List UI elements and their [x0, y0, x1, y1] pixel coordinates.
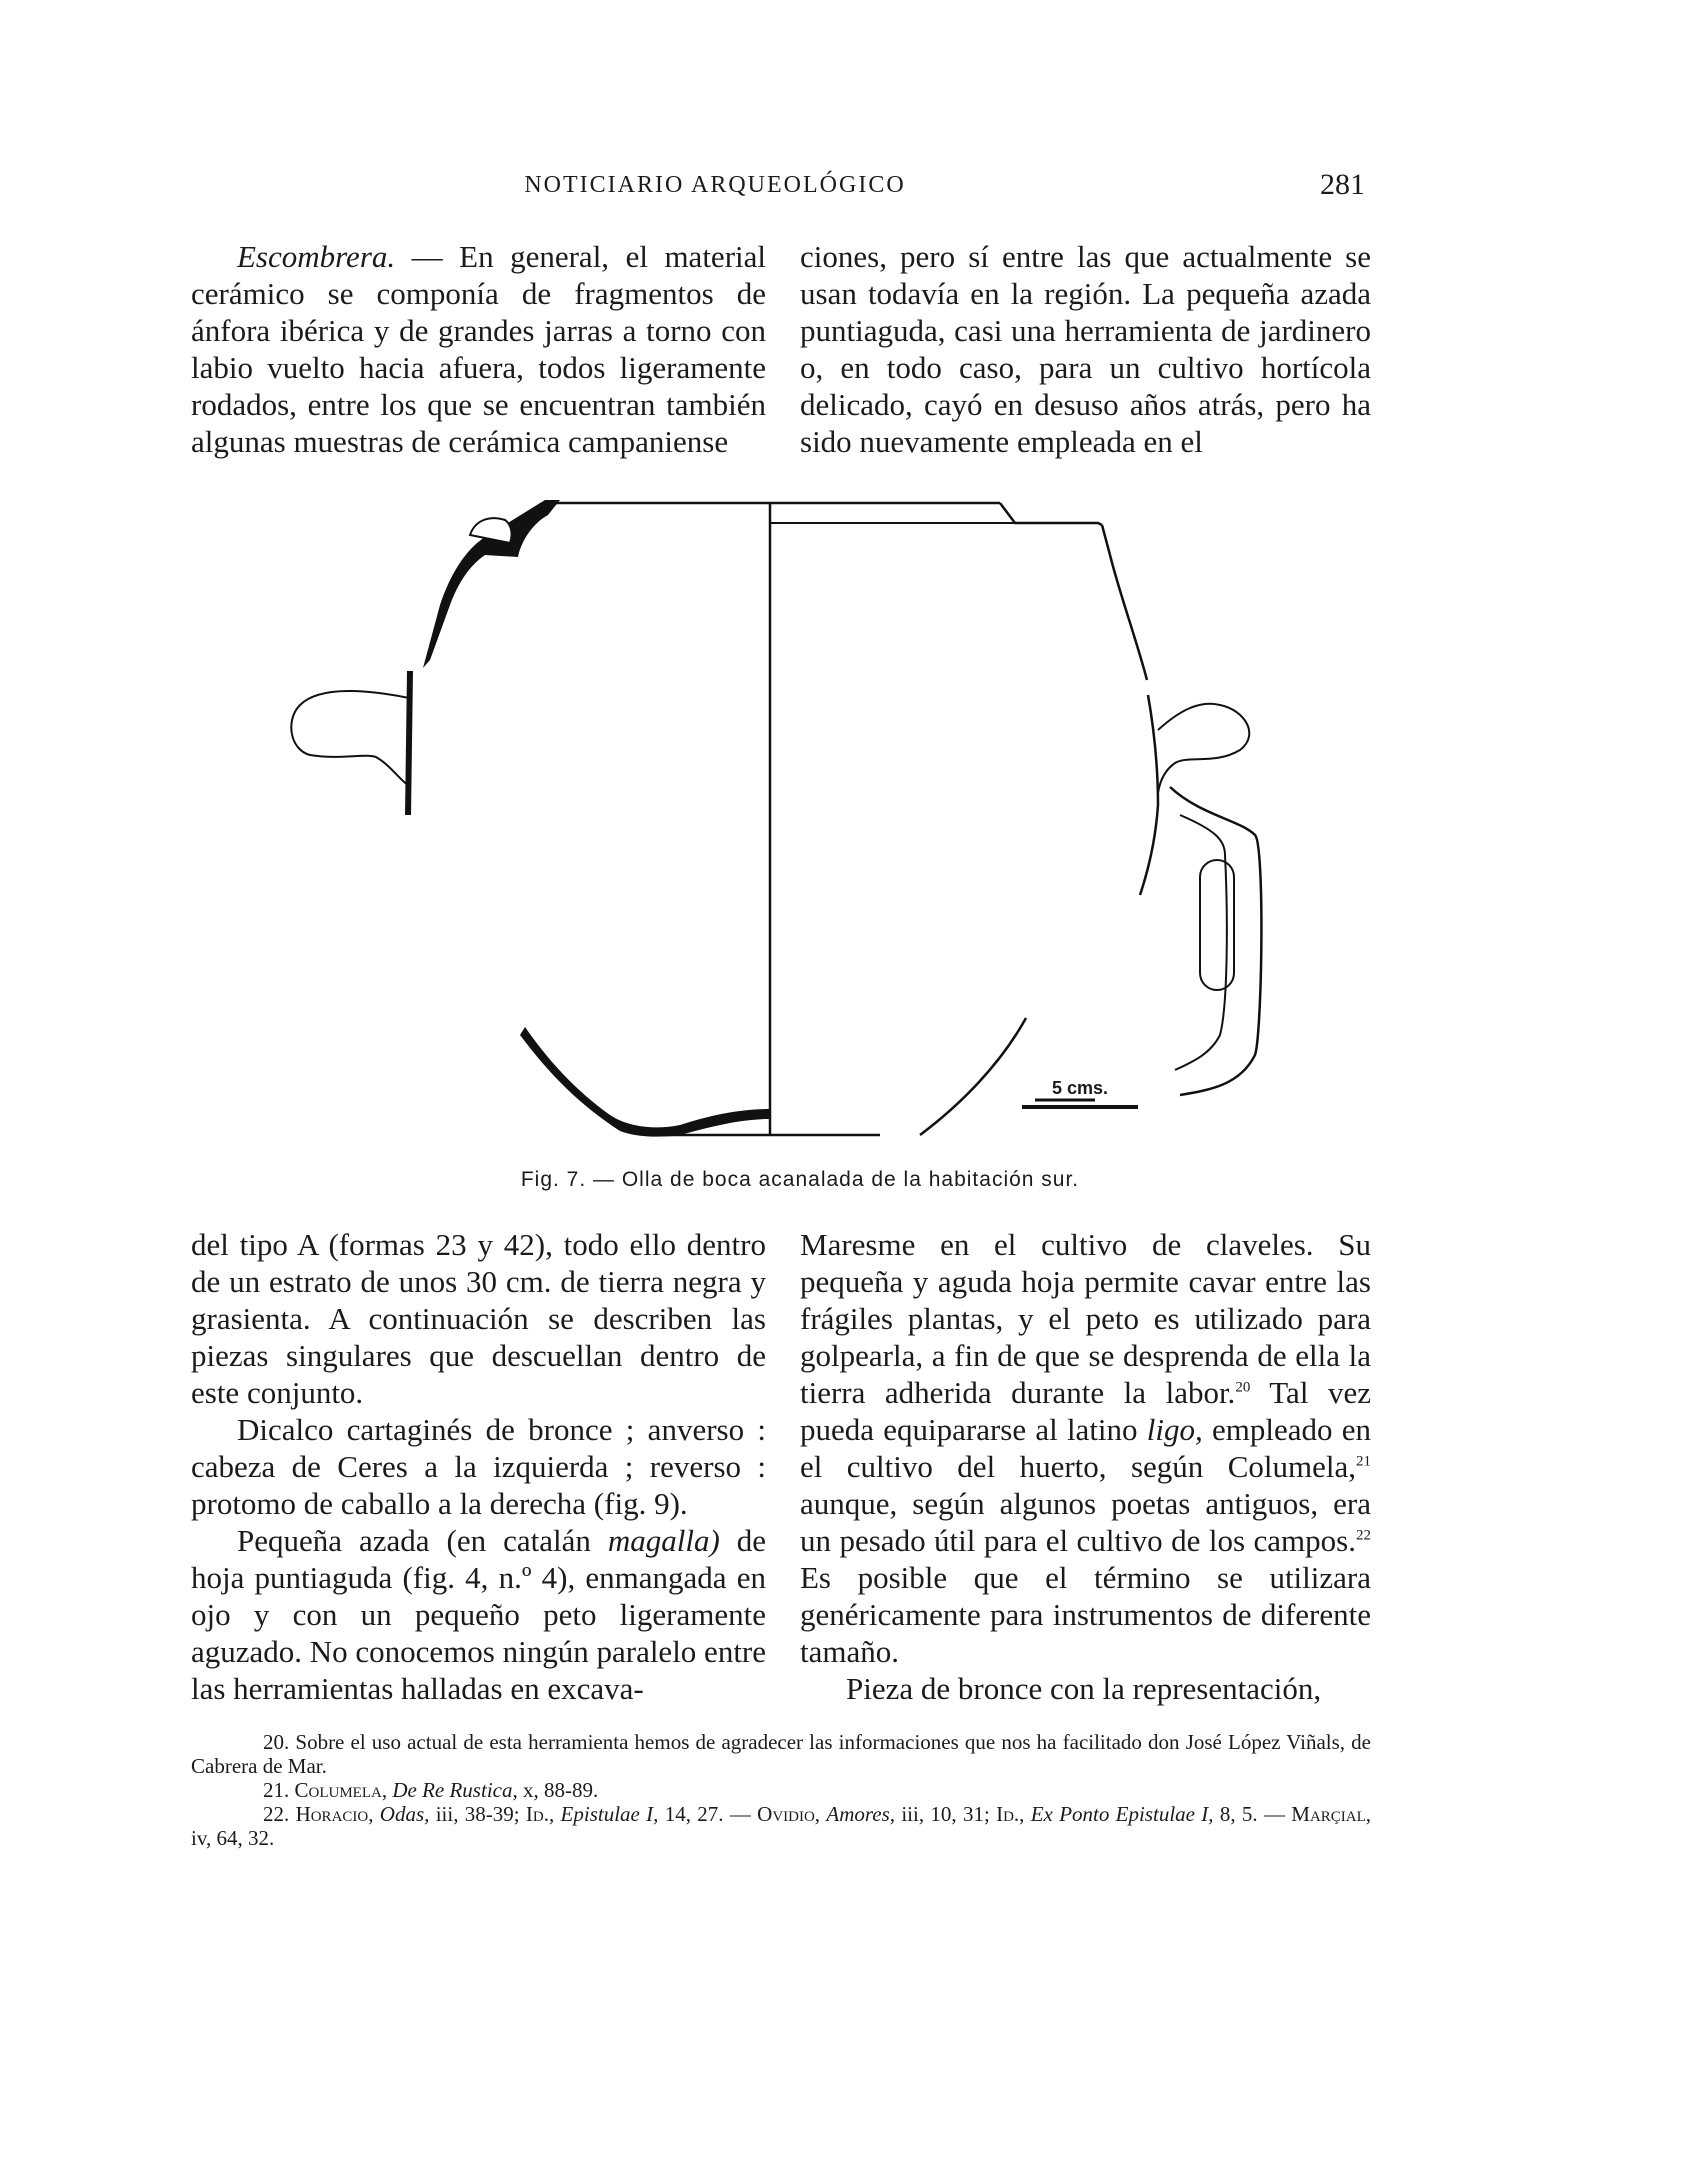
top-right-column: [800, 238, 1371, 460]
handle-left: [291, 691, 409, 785]
rim-lip-right: [1000, 503, 1102, 525]
handle-upper-right: [1158, 704, 1249, 793]
paragraph-text: del tipo A (formas 23 y 42), todo ello dentro de un estrato de unos 30 cm. de tierra negra y grasienta. A continuación se describen las piezas singulares que descuellan dentro de este conjunto.: [191, 1227, 766, 1410]
top-left-column: [191, 238, 766, 460]
footnote-ref-20[interactable]: 20: [1235, 1379, 1251, 1396]
wall-left: [408, 671, 410, 815]
handle-vertical-outer: [1170, 787, 1261, 1095]
wall-lower-right: [920, 1018, 1026, 1135]
bottom-right-column: [800, 1226, 1371, 1707]
footnotes: [191, 1730, 1371, 1850]
figure-caption: Fig. 7. — Olla de boca acanalada de la habitación sur.: [520, 1168, 1080, 1191]
footnote-ref-21[interactable]: 21: [1356, 1453, 1371, 1470]
footnote-ref-22[interactable]: 22: [1356, 1527, 1371, 1544]
footnote-21: 21. Columela, De Re Rustica, x, 88-89.: [263, 1778, 599, 1802]
pottery-profile-svg: [280, 495, 1280, 1145]
wall-mid-right: [1140, 695, 1158, 895]
base-section-left: [520, 1027, 770, 1137]
bottom-left-column: [191, 1226, 766, 1707]
paragraph-dicalco: Dicalco cartaginés de bronce ; anverso : cabeza de Ceres a la izquierda ; reverso : protomo de caballo a la derecha (fig. 9).: [191, 1412, 766, 1521]
page-number: 281: [1320, 168, 1365, 201]
section-lead: Escombrera.: [237, 239, 396, 274]
footnote-20: 20. Sobre el uso actual de esta herramienta hemos de agradecer las informaciones que nos ha facilitado don José López Viñals, de Cabrera de Mar.: [191, 1730, 1371, 1778]
handle-opening: [1200, 860, 1234, 990]
paragraph-maresme: Maresme en el cultivo de claveles. Su pequeña y aguda hoja permite cavar entre las frágiles plantas, y el peto es utilizado para golpearla, a fin de que se desprenda de ella la tierra adherida durante la labor.$^{20}$ Tal vez pueda equipararse al latino ligo, empleado en el cultivo del huerto, según Columela,$^{21}$ aunque, según algunos poetas antiguos, era un pesado útil para el cultivo de los campos.$^{22}$ Es posible que el término se utilizara genéricamente para instrumentos de diferente tamaño.: [800, 1227, 1371, 1669]
footnote-22: 22. Horacio, Odas, iii, 38-39; Id., Epistulae I, 14, 27. — Ovidio, Amores, iii, 10, 31; Id., Ex Ponto Epistulae I, 8, 5. — Marçial, iv, 64, 32.: [191, 1802, 1372, 1850]
scale-label: 5 cms.: [1052, 1078, 1109, 1098]
rim-groove-left: [470, 518, 512, 543]
paragraph-escombrera: [191, 238, 766, 460]
wall-upper-right: [1102, 525, 1147, 680]
paragraph-text: — En general, el material cerámico se componía de fragmentos de ánfora ibérica y de grandes jarras a torno con labio vuelto hacia afuera, todos ligeramente rodados, entre los que se encuentran también algunas muestras de cerámica campaniense: [191, 239, 766, 459]
figure-olla-drawing: [280, 495, 1280, 1145]
running-title: NOTICIARIO ARQUEOLÓGICO: [524, 172, 906, 198]
paragraph-azada: Pequeña azada (en catalán magalla) de hoja puntiaguda (fig. 4, n.º 4), enmangada en ojo y con un pequeño peto ligeramente aguzado. No conocemos ningún paralelo entre las herramientas halladas en excava-: [191, 1523, 767, 1706]
paragraph-pieza: Pieza de bronce con la representación,: [846, 1671, 1322, 1706]
paragraph-text: ciones, pero sí entre las que actualmente se usan todavía en la región. La pequeña azada puntiaguda, casi una herramienta de jardinero o, en todo caso, para un cultivo hortícola delicado, cayó en desuso años atrás, pero ha sido nuevamente empleada en el: [800, 239, 1371, 459]
